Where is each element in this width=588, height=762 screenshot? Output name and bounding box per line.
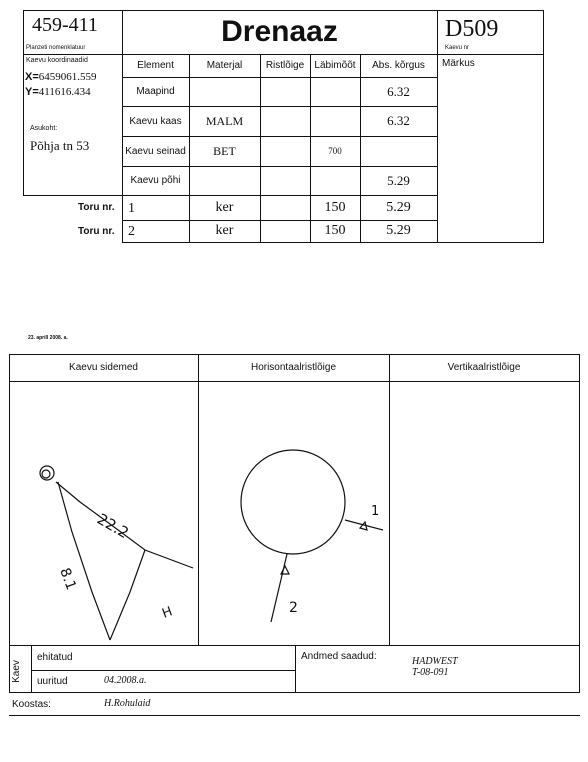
- row-element: Maapind: [136, 86, 175, 97]
- pipe-number: 2: [128, 224, 135, 239]
- row-height: 6.32: [387, 113, 410, 128]
- tie-distance-2: 8.1: [56, 565, 79, 593]
- well-number: D509: [445, 16, 499, 42]
- col-material: Materjal: [206, 60, 243, 71]
- nomenclature-label: Planzeti nomenklatuur: [26, 45, 86, 51]
- pipe-2-line: [271, 554, 287, 622]
- ties-sketch: [10, 382, 198, 644]
- section-horizontal-header: Horisontaalristlõige: [250, 362, 337, 373]
- row-material: MALM: [205, 113, 244, 128]
- tie-distance-1: 22.2: [94, 509, 132, 543]
- pipe-number: 1: [128, 201, 135, 216]
- well-number-label: Kaevu nr: [445, 45, 470, 51]
- row-height: 6.32: [387, 83, 410, 99]
- well-circle-icon: [241, 450, 345, 554]
- pipe-1-line: [345, 520, 383, 530]
- row-element: Kaevu seinad: [125, 145, 186, 157]
- row-diameter: 700: [328, 146, 342, 156]
- pipe-label: Toru nr.: [78, 226, 115, 237]
- compiled-label: Koostas:: [12, 699, 51, 710]
- data-from-value-1: HADWEST: [412, 656, 458, 667]
- pipe-height: 5.29: [386, 223, 411, 238]
- col-notes: Märkus: [442, 58, 475, 69]
- surveyed-value: 04.2008.a.: [104, 675, 147, 686]
- coordinates-label: Kaevu koordinaadid: [26, 57, 88, 64]
- tie-line: [110, 550, 145, 640]
- section-vertical-header: Vertikaalristlõige: [447, 362, 521, 373]
- coordinate-x: [25, 71, 97, 83]
- row-element: Kaevu kaas: [129, 115, 182, 127]
- pipe-label: Toru nr.: [78, 202, 115, 213]
- location-value: Põhja tn 53: [30, 138, 90, 153]
- col-element: Element: [137, 60, 174, 71]
- coordinate-x-prefix: X=: [25, 71, 39, 83]
- pipe-material: ker: [215, 223, 234, 238]
- col-diameter: Läbimõõt: [314, 60, 356, 71]
- coordinate-x-value: 6459061.559: [38, 71, 97, 83]
- data-from-value-2: T-08-091: [412, 667, 449, 678]
- tie-line: [58, 482, 110, 640]
- coordinate-y-value: 411616.434: [38, 86, 91, 98]
- well-side-label: Kaev: [10, 660, 22, 683]
- data-from-label: Andmed saadud:: [301, 651, 377, 662]
- coordinate-y: [25, 86, 91, 98]
- horizontal-section-sketch: [199, 382, 388, 644]
- col-cross-section: Ristlõige: [265, 60, 305, 71]
- tie-reference-label: H: [160, 604, 175, 622]
- compiled-value: H.Rohulaid: [104, 698, 151, 709]
- page-title: Drenaaz: [221, 15, 338, 48]
- document-date: 23. aprill 2008. a.: [28, 335, 68, 341]
- pipe-diameter: 150: [324, 199, 346, 215]
- row-material: BET: [213, 143, 236, 158]
- coordinate-y-prefix: Y=: [25, 86, 39, 98]
- pipe-2-label: 2: [289, 600, 298, 616]
- pipe-1-label: 1: [371, 504, 380, 519]
- nomenclature-number: 459-411: [32, 14, 98, 36]
- surveyed-label: uuritud: [37, 676, 68, 687]
- pipe-material: ker: [215, 199, 234, 215]
- location-label: Asukoht:: [30, 125, 58, 132]
- col-abs-height: Abs. kõrgus: [372, 60, 425, 71]
- pipe-diameter: 150: [324, 223, 346, 238]
- pipe-height: 5.29: [386, 199, 411, 215]
- section-ties-header: Kaevu sidemed: [69, 362, 138, 373]
- built-label: ehitatud: [37, 652, 73, 663]
- row-element: Kaevu põhi: [130, 175, 181, 186]
- row-height: 5.29: [387, 172, 410, 188]
